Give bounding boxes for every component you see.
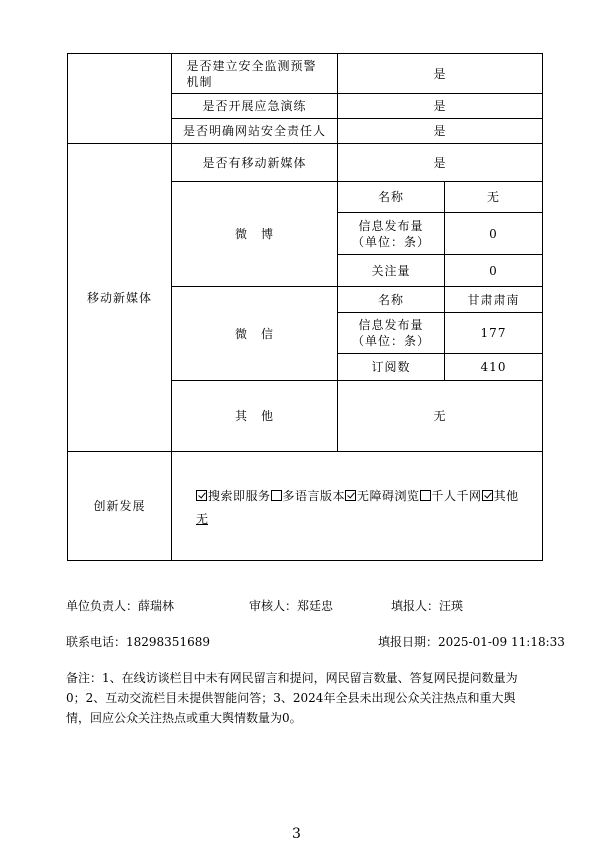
weixin-name-label: 名称 xyxy=(377,292,404,307)
option-search-service[interactable] xyxy=(196,489,271,503)
innovation-options xyxy=(196,487,519,504)
weixin-posts-value: 177 xyxy=(480,326,507,340)
mobile-media-section-label: 移动新媒体 xyxy=(86,290,152,305)
monitor-label: 是否建立安全监测预警机制 xyxy=(186,58,317,89)
has-mobile-value: 是 xyxy=(433,155,447,170)
option-label: 无障碍浏览 xyxy=(357,489,420,503)
weibo-follow-label: 关注量 xyxy=(371,263,411,278)
responsible-label: 是否明确网站安全责任人 xyxy=(182,124,326,138)
other-media-value: 无 xyxy=(433,409,447,423)
other-media-label: 其 他 xyxy=(234,409,274,423)
filler: 填报人：汪瑛 xyxy=(391,599,464,613)
weibo-posts-label-line1: 信息发布量 xyxy=(358,218,424,233)
weixin-posts-label xyxy=(338,313,444,353)
weixin-name-value: 甘肃肃南 xyxy=(467,292,520,307)
contact-phone: 联系电话：18298351689 xyxy=(66,635,210,649)
remarks: 备注：1、在线访谈栏目中未有网民留言和提问，网民留言数量、答复网民提问数量为0；2、互动交流栏目未提供智能问答；3、2024年全县未出现公众关注热点和重大舆情，回应公众关注热点或重大舆情数量为0。 xyxy=(66,671,518,725)
weixin-label: 微 信 xyxy=(234,326,274,341)
weibo-posts-label xyxy=(338,213,444,254)
innovation-section-label: 创新发展 xyxy=(93,499,146,513)
option-accessibility[interactable] xyxy=(345,489,420,503)
option-multilingual[interactable] xyxy=(271,489,346,503)
checkbox-checked-icon[interactable] xyxy=(482,490,493,501)
option-label: 多语言版本 xyxy=(282,489,346,503)
checkbox-unchecked-icon[interactable] xyxy=(271,490,282,501)
weixin-subs-label: 订阅数 xyxy=(371,360,411,374)
has-mobile-label: 是否有移动新媒体 xyxy=(202,155,307,170)
weibo-posts-value: 0 xyxy=(489,226,498,241)
checkbox-checked-icon[interactable] xyxy=(196,490,207,501)
option-label: 搜索即服务 xyxy=(208,489,271,503)
monitor-value: 是 xyxy=(433,66,447,81)
weixin-posts-label-line2: （单位：条） xyxy=(351,334,430,348)
responsible-value: 是 xyxy=(433,124,447,138)
option-label: 千人千网 xyxy=(431,489,482,503)
checkbox-unchecked-icon[interactable] xyxy=(420,490,431,501)
weibo-label: 微 博 xyxy=(234,227,274,241)
unit-head: 单位负责人：薛瑞林 xyxy=(66,599,175,613)
weixin-subs-value: 410 xyxy=(480,360,507,374)
weixin-posts-label-line1: 信息发布量 xyxy=(358,318,424,332)
weibo-name-label: 名称 xyxy=(377,190,404,204)
checkbox-checked-icon[interactable] xyxy=(345,490,356,501)
weibo-posts-label-line2: （单位：条） xyxy=(351,234,430,249)
option-label: 其他 xyxy=(493,489,519,503)
fill-date: 填报日期：2025-01-09 11:18:33 xyxy=(378,635,565,649)
weibo-follow-value: 0 xyxy=(489,263,498,278)
weibo-name-value: 无 xyxy=(486,190,500,204)
option-other[interactable] xyxy=(482,489,519,503)
option-personalized[interactable] xyxy=(420,489,482,503)
drill-label: 是否开展应急演练 xyxy=(202,99,307,113)
monitor-label-cell xyxy=(172,54,337,93)
innovation-other-value: 无 xyxy=(196,512,209,526)
page-number: 3 xyxy=(292,826,301,842)
reviewer: 审核人：郑廷忠 xyxy=(249,599,334,613)
drill-value: 是 xyxy=(433,99,447,113)
